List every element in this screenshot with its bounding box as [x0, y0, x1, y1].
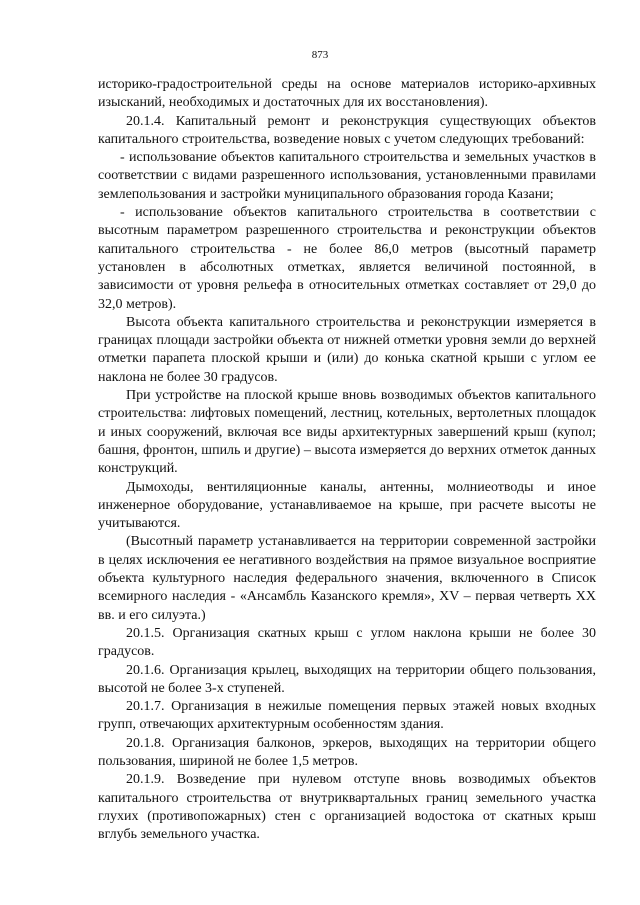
paragraph-20-1-8: 20.1.8. Организация балконов, эркеров, выходящих на территории общего пользования, шириной не более 1,5 метров.	[98, 735, 596, 769]
paragraph-20-1-5: 20.1.5. Организация скатных крыш с углом наклона крыши не более 30 градусов.	[98, 625, 596, 660]
paragraph-engineering-equipment: Дымоходы, вентиляционные каналы, антенны, молниеотводы и иное инженерное оборудование, устанавливаемое на крыше, при расчете высоты не учитываются.	[98, 479, 596, 532]
page-number: 873	[311, 49, 329, 61]
paragraph-height-measurement: Высота объекта капитального строительства и реконструкции измеряется в границах площади застройки объекта от нижней отметки уровня земли до верхней отметки парапета плоской крыши и (или) до конька скатной крыши с углом ее наклона не более 30 градусов.	[98, 314, 596, 385]
paragraph-20-1-6: 20.1.6. Организация крылец, выходящих на территории общего пользования, высотой не более 3-х ступеней.	[98, 662, 596, 696]
paragraph-20-1-9: 20.1.9. Возведение при нулевом отступе вновь возводимых объектов капитального строительства от внутриквартальных границ земельного участка глухих (противопожарных) стен с организацией водостока от скатных крыш вглубь земельного участка.	[98, 772, 596, 843]
paragraph-flat-roof-structures: При устройстве на плоской крыше вновь возводимых объектов капитального строительства: лифтовых помещений, лестниц, котельных, вертолетных площадок и иных сооружений, включая все виды архитектурных завершений крыш (купол; башня, фронтон, шпиль и другие) – высота измеряется до верхних отметок данных конструкций.	[98, 388, 596, 477]
paragraph-height-purpose-note: (Высотный параметр устанавливается на территории современной застройки в целях исключения ее негативного воздействия на прямое визуальное восприятие объекта культурного наследия федерального значения, включенного в Список всемирного наследия - «Ансамбль Казанского кремля», XV – первая четверть XX вв. и его силуэта.)	[98, 534, 596, 623]
paragraph-20-1-4: 20.1.4. Капитальный ремонт и реконструкция существующих объектов капитального строительства, возведение новых с учетом следующих требований:	[98, 113, 596, 147]
bullet-land-use: - использование объектов капитального строительства и земельных участков в соответствии с видами разрешенного использования, установленными правилами землепользования и застройки муниципального образования города Казани;	[98, 150, 596, 202]
document-body	[98, 76, 596, 844]
paragraph-continuation: историко-градостроительной среды на основе материалов историко-архивных изысканий, необходимых и достаточных для их восстановления).	[98, 77, 596, 111]
bullet-height-parameter: - использование объектов капитального строительства в соответствии с высотным параметром разрешенного строительства и реконструкции объектов капитального строительства - не более 86,0 метров (высотный параметр установлен в абсолютных отметках, является величиной постоянной, в зависимости от уровня рельефа в относительных отметках составляет от 29,0 до 32,0 метров).	[98, 205, 596, 312]
paragraph-20-1-7: 20.1.7. Организация в нежилые помещения первых этажей новых входных групп, отвечающих архитектурным особенностям здания.	[98, 699, 596, 733]
